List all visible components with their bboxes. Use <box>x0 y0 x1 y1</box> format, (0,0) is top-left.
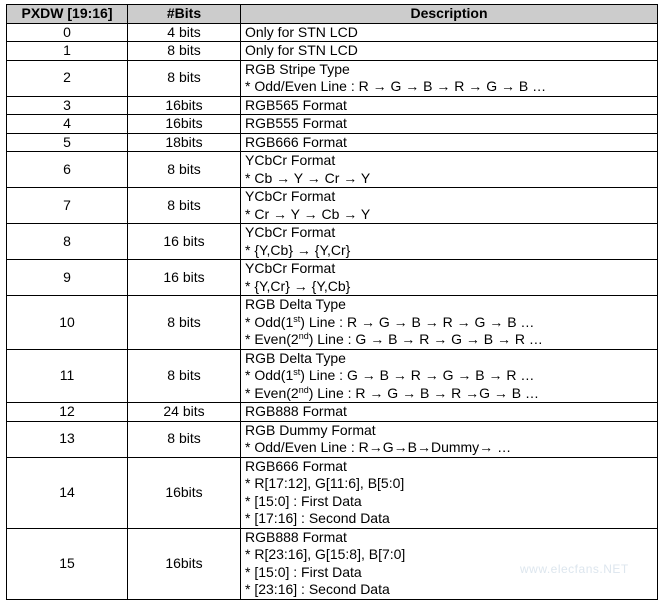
bits-value: 8 bits <box>128 152 241 188</box>
pxdw-value: 0 <box>7 23 128 42</box>
description-line: * Odd/Even Line : R → G → B → R → G → B … <box>245 78 547 94</box>
even-line <box>245 331 653 349</box>
pxdw-value: 3 <box>7 96 128 115</box>
pxdw-value: 9 <box>7 260 128 296</box>
description-line: Only for STN LCD <box>245 42 358 58</box>
table-row <box>7 224 658 260</box>
ordinal-suffix: st <box>293 367 301 377</box>
description-line: YCbCr Format <box>245 260 336 276</box>
description-cell <box>241 115 658 134</box>
header-description: Description <box>241 5 658 24</box>
bits-value: 8 bits <box>128 42 241 61</box>
description-line: YCbCr Format <box>245 188 336 204</box>
description-cell <box>241 42 658 61</box>
table-row <box>7 457 658 528</box>
odd-line <box>245 314 653 332</box>
ordinal-suffix: nd <box>298 384 309 395</box>
pxdw-table <box>6 4 658 600</box>
even-line-sequence: ) Line : R → G → B → R →G → B … <box>308 384 539 401</box>
description-line: * [15:0] : First Data <box>245 563 362 580</box>
description-line: RGB Delta Type <box>245 349 346 366</box>
pxdw-value: 6 <box>7 152 128 188</box>
description-line: RGB Stripe Type <box>245 60 350 77</box>
description-line: RGB Dummy Format <box>245 421 376 438</box>
bits-value: 16bits <box>128 96 241 115</box>
table-row <box>7 23 658 42</box>
description-line: * {Y,Cb} → {Y,Cr} <box>245 241 351 258</box>
description-line: * R[23:16], G[15:8], B[7:0] <box>245 546 406 562</box>
description-line: * Cb → Y → Cr → Y <box>245 169 371 186</box>
odd-line-sequence: ) Line : R → G → B → R → G → B … <box>300 313 535 330</box>
table-row <box>7 421 658 457</box>
bits-value: 16bits <box>128 528 241 599</box>
even-line-prefix: * Even(2 <box>245 331 299 347</box>
pxdw-value: 15 <box>7 528 128 599</box>
description-line: RGB565 Format <box>245 96 347 113</box>
table-row <box>7 152 658 188</box>
header-bits: #Bits <box>128 5 241 24</box>
description-cell <box>241 403 658 422</box>
table-row <box>7 296 658 350</box>
description-cell <box>241 457 658 528</box>
pxdw-value: 13 <box>7 421 128 457</box>
pxdw-value: 7 <box>7 188 128 224</box>
description-line: RGB555 Format <box>245 115 347 131</box>
pxdw-value: 10 <box>7 296 128 350</box>
table-row <box>7 188 658 224</box>
description-cell <box>241 23 658 42</box>
bits-value: 24 bits <box>128 403 241 422</box>
description-line: * [17:16] : Second Data <box>245 510 390 526</box>
ordinal-suffix: st <box>293 313 301 324</box>
description-cell <box>241 152 658 188</box>
ordinal-suffix: nd <box>298 331 309 341</box>
odd-line-prefix: * Odd(1 <box>245 367 294 383</box>
description-line: YCbCr Format <box>245 152 336 168</box>
pxdw-value: 11 <box>7 349 128 403</box>
header-pxdw: PXDW [19:16] <box>7 5 128 24</box>
description-line: Only for STN LCD <box>245 23 358 40</box>
bits-value: 8 bits <box>128 421 241 457</box>
odd-line <box>245 367 653 385</box>
description-line: RGB Delta Type <box>245 296 346 312</box>
description-line: * [23:16] : Second Data <box>245 581 390 597</box>
description-cell <box>241 96 658 115</box>
description-cell <box>241 188 658 224</box>
bits-value: 16 bits <box>128 260 241 296</box>
description-line: * Odd/Even Line : R→G→B→Dummy→ … <box>245 439 512 455</box>
pxdw-value: 8 <box>7 224 128 260</box>
bits-value: 16 bits <box>128 224 241 260</box>
bits-value: 8 bits <box>128 296 241 350</box>
table-row <box>7 403 658 422</box>
bits-value: 8 bits <box>128 188 241 224</box>
bits-value: 16bits <box>128 457 241 528</box>
description-line: * R[17:12], G[11:6], B[5:0] <box>245 475 405 491</box>
description-line: RGB666 Format <box>245 457 347 474</box>
description-line: * {Y,Cr} → {Y,Cb} <box>245 277 351 294</box>
description-cell <box>241 260 658 296</box>
table-row <box>7 349 658 403</box>
table-row <box>7 260 658 296</box>
description-cell <box>241 349 658 403</box>
pxdw-value: 5 <box>7 133 128 152</box>
description-line: YCbCr Format <box>245 224 336 240</box>
description-line: * [15:0] : First Data <box>245 492 362 509</box>
odd-line-prefix: * Odd(1 <box>245 313 294 330</box>
bits-value: 18bits <box>128 133 241 152</box>
pxdw-value: 12 <box>7 403 128 422</box>
table-row <box>7 96 658 115</box>
even-line-sequence: ) Line : G → B → R → G → B → R … <box>308 331 543 347</box>
table-row <box>7 42 658 61</box>
pxdw-value: 14 <box>7 457 128 528</box>
table-row <box>7 133 658 152</box>
description-cell <box>241 421 658 457</box>
description-line: RGB888 Format <box>245 403 347 419</box>
table-row <box>7 60 658 96</box>
pxdw-value: 4 <box>7 115 128 134</box>
pxdw-value: 1 <box>7 42 128 61</box>
table-row <box>7 115 658 134</box>
description-line: * Cr → Y → Cb → Y <box>245 205 371 222</box>
watermark: www.elecfans.NET <box>520 562 629 576</box>
description-cell <box>241 296 658 350</box>
bits-value: 8 bits <box>128 60 241 96</box>
description-line: RGB666 Format <box>245 133 347 150</box>
even-line <box>245 385 653 403</box>
pxdw-value: 2 <box>7 60 128 96</box>
bits-value: 4 bits <box>128 23 241 42</box>
bits-value: 16bits <box>128 115 241 134</box>
description-cell <box>241 60 658 96</box>
description-cell <box>241 224 658 260</box>
bits-value: 8 bits <box>128 349 241 403</box>
odd-line-sequence: ) Line : G → B → R → G → B → R … <box>300 367 535 383</box>
description-cell <box>241 133 658 152</box>
description-line: RGB888 Format <box>245 528 347 545</box>
even-line-prefix: * Even(2 <box>245 384 299 401</box>
header-row <box>7 5 658 24</box>
